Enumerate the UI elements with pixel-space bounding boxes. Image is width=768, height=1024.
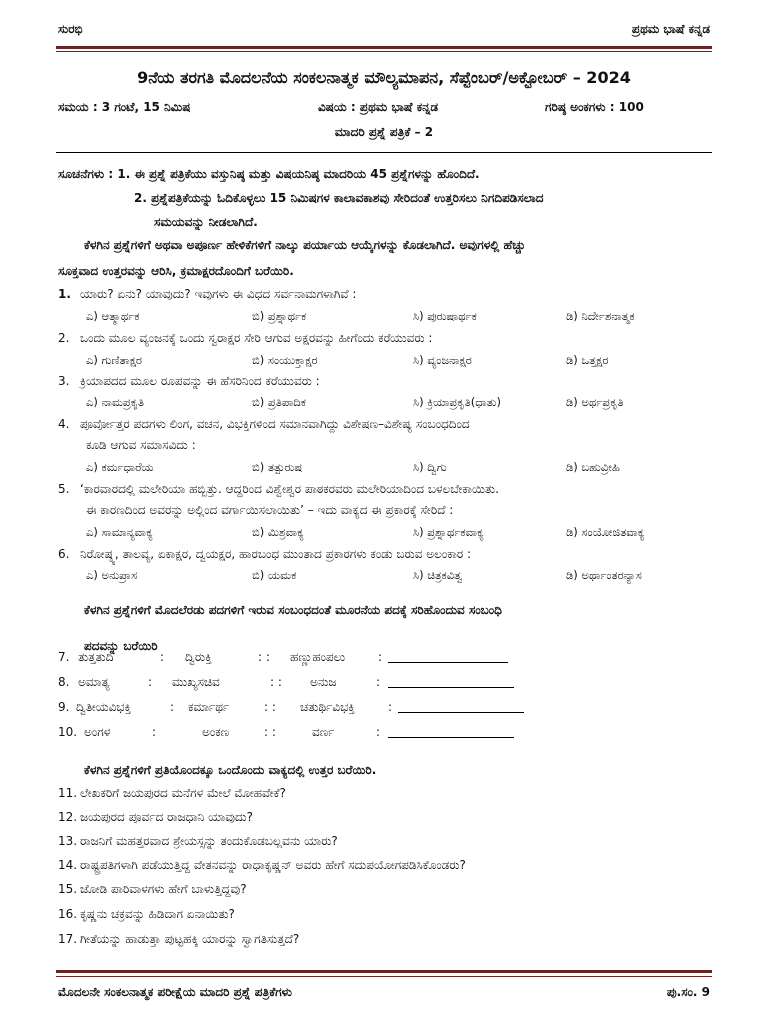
instructions (58, 162, 718, 234)
question-number: 9. (58, 700, 70, 714)
separator: : : (264, 725, 276, 739)
max-marks-info: ಗರಿಷ್ಠ ಅಂಕಗಳು : 100 (545, 100, 644, 114)
separator: : (148, 675, 153, 689)
short-question (58, 932, 718, 947)
option-d: ಡಿ) ನಿರ್ದೇಶನಾತ್ಮಕ (566, 309, 635, 323)
header-book-name: ಸುರಭಿ (58, 22, 83, 36)
question-number: 10. (58, 725, 78, 739)
separator: : (378, 650, 383, 664)
separator: : (160, 650, 165, 664)
mcq-question (58, 417, 718, 432)
question-text: ಗೀತೆಯನ್ನು ಹಾಡುತ್ತಾ ಪುಟ್ಟಹಕ್ಕಿ ಯಾರನ್ನು ಸ್ವಾಗತಿಸುತ್ತದೆ? (80, 932, 300, 946)
analogy-word-1: ತುತ್ತತುದಿ (78, 650, 114, 664)
option-c: ಸಿ) ಕ್ರಿಯಾಪ್ರಕೃತಿ(ಧಾತು) (413, 395, 501, 409)
analogy-word-1: ಅಂಗಳ (84, 725, 111, 739)
option-a: ಎ) ಅನುಪ್ರಾಸ (86, 568, 138, 582)
separator: : (376, 725, 381, 739)
mcq-question (58, 547, 718, 562)
header-rule (56, 46, 712, 49)
section-1-line-1: ಕೆಳಗಿನ ಪ್ರಶ್ನೆಗಳಿಗೆ ಅಥವಾ ಅಪೂರ್ಣ ಹೇಳಿಕೆಗಳಿಗೆ ನಾಲ್ಕು ಪರ್ಯಾಯ ಆಯ್ಕೆಗಳನ್ನು ಕೊಡಲಾಗಿದೆ. ಅವುಗಳಲ್ಲಿ ಹೆಚ್ಚು (84, 238, 526, 252)
question-text: ಯಾರು? ಏನು? ಯಾವುದು? ಇವುಗಳು ಈ ವಿಧದ ಸರ್ವನಾಮಗಳಾಗಿವೆ : (80, 287, 357, 301)
question-text: ‘ಕಾರವಾರದಲ್ಲಿ ಮಲೇರಿಯಾ ಹಬ್ಬಿತ್ತು. ಆದ್ದರಿಂದ ವಿಶ್ವೇಶ್ವರ ಪಾಠಕರವರು ಮಲೇರಿಯಾದಿಂದ ಬಳಲಬೇಕಾಯಿತು. (80, 482, 499, 496)
question-text-cont: ಈ ಕಾರಣದಿಂದ ಅವರನ್ನು ಅಲ್ಲಿಂದ ವರ್ಗಾಯಿಸಲಾಯಿತು’ – ಇದು ವಾಕ್ಯದ ಈ ಪ್ರಕಾರಕ್ಕೆ ಸೇರಿದೆ : (86, 503, 454, 517)
separator: : (388, 700, 393, 714)
analogy-word-3: ಚತುರ್ಥಿವಿಭಕ್ತಿ (300, 700, 355, 714)
question-number: 16. (58, 907, 78, 921)
section-1-heading (58, 232, 718, 284)
question-text: ನಿರೋಷ್ಠ್ಯ, ತಾಲವ್ಯ, ಏಕಾಕ್ಷರ, ದ್ವಯಕ್ಷರ, ಹಾರಬಂಧ ಮುಂತಾದ ಪ್ರಕಾರಗಳು ಕಂಡು ಬರುವ ಅಲಂಕಾರ : (80, 547, 472, 561)
question-number: 3. (58, 374, 70, 388)
question-text: ಕೃಷ್ಣನು ಚಕ್ರವನ್ನು ಹಿಡಿದಾಗ ಏನಾಯಿತು? (80, 907, 235, 921)
option-d: ಡಿ) ಬಹುವ್ರೀಹಿ (566, 460, 620, 474)
analogy-word-3: ವರ್ಣ (312, 725, 335, 739)
instruction-line-1: ಸೂಚನೆಗಳು : 1. ಈ ಪ್ರಶ್ನೆ ಪತ್ರಿಕೆಯು ವಸ್ತುನಿಷ್ಠ ಮತ್ತು ವಿಷಯನಿಷ್ಠ ಮಾದರಿಯ 45 ಪ್ರಶ್ನೆಗಳನ್ನು ಹೊಂದಿದೆ. (58, 167, 480, 181)
analogy-word-1: ದ್ವಿತೀಯವಿಭಕ್ತಿ (76, 700, 132, 714)
question-text: ಜೋಡಿ ಪಾರಿವಾಳಗಳು ಹೇಗೆ ಬಾಳುತ್ತಿದ್ದವು? (80, 882, 247, 896)
question-number: 1. (58, 287, 71, 301)
question-text: ರಾಷ್ಟ್ರಪತಿಗಳಾಗಿ ಪಡೆಯುತ್ತಿದ್ದ ವೇತನವನ್ನು ರಾಧಾಕೃಷ್ಣನ್ ಅವರು ಹೇಗೆ ಸದುಪಯೋಗಪಡಿಸಿಕೊಂಡರು? (80, 858, 466, 872)
option-c: ಸಿ) ವ್ಯಂಜನಾಕ್ಷರ (413, 353, 472, 367)
separator: : : (258, 650, 270, 664)
section-2-line-2: ಪದವನ್ನು ಬರೆಯಿರಿ (84, 639, 158, 653)
time-info: ಸಮಯ : 3 ಗಂಟೆ, 15 ನಿಮಿಷ (58, 100, 191, 114)
analogy-word-1: ಅಮಾತ್ಯ (78, 675, 110, 689)
footer-rule (56, 970, 712, 973)
question-text: ಒಂದು ಮೂಲ ವ್ಯಂಜನಕ್ಕೆ ಒಂದು ಸ್ವರಾಕ್ಷರ ಸೇರಿ ಆಗುವ ಅಕ್ಷರವನ್ನು ಹೀಗೆಂದು ಕರೆಯುವರು : (80, 331, 433, 345)
question-number: 15. (58, 882, 78, 896)
answer-blank[interactable] (388, 725, 514, 741)
answer-blank[interactable] (398, 700, 524, 716)
option-c: ಸಿ) ಪ್ರಶ್ನಾರ್ಥಕವಾಕ್ಯ (413, 525, 484, 539)
paper-subtitle: ಮಾದರಿ ಪ್ರಶ್ನೆ ಪತ್ರಿಕೆ – 2 (334, 125, 434, 139)
option-c: ಸಿ) ಚಿತ್ರಕವಿತ್ವ (413, 568, 463, 582)
title-divider (56, 152, 712, 153)
header-rule-thin (56, 51, 712, 52)
mcq-question (58, 482, 718, 497)
question-number: 5. (58, 482, 70, 496)
header-subject: ಪ್ರಥಮ ಭಾಷೆ ಕನ್ನಡ (631, 22, 710, 36)
section-2-line-1: ಕೆಳಗಿನ ಪ್ರಶ್ನೆಗಳಿಗೆ ಮೊದಲೆರಡು ಪದಗಳಿಗೆ ಇರುವ ಸಂಬಂಧದಂತೆ ಮೂರನೆಯ ಪದಕ್ಕೆ ಸರಿಹೊಂದುವ ಸಂಬಂಧಿ (84, 603, 502, 617)
short-question (58, 907, 718, 922)
separator: : : (270, 675, 282, 689)
option-a: ಎ) ನಾಮಪ್ರಕೃತಿ (86, 395, 145, 409)
short-question (58, 786, 718, 801)
answer-blank[interactable] (388, 650, 508, 666)
separator: : (170, 700, 175, 714)
option-d: ಡಿ) ಒತ್ತಕ್ಷರ (566, 353, 609, 367)
analogy-word-2: ದ್ವಿರುಕ್ತಿ (185, 650, 212, 664)
option-b: ಬಿ) ತತ್ಪುರುಷ (252, 460, 303, 474)
question-text: ಜಯಪುರದ ಪೂರ್ವದ ರಾಜಧಾನಿ ಯಾವುದು? (80, 810, 253, 824)
mcq-question (58, 331, 718, 346)
option-d: ಡಿ) ಅರ್ಥಾಂತರನ್ಯಾಸ (566, 568, 642, 582)
separator: : (376, 675, 381, 689)
option-c: ಸಿ) ದ್ವಿಗು (413, 460, 447, 474)
option-b: ಬಿ) ಮಿಶ್ರವಾಕ್ಯ (252, 525, 304, 539)
question-text-cont: ಕೂಡಿ ಆಗುವ ಸಮಾಸವಿದು : (86, 438, 196, 452)
question-number: 17. (58, 932, 78, 946)
analogy-word-2: ಮುಖ್ಯಸಚಿವ (172, 675, 220, 689)
analogy-word-2: ಅಂಕಣ (202, 725, 230, 739)
question-number: 11. (58, 786, 78, 800)
question-number: 13. (58, 834, 78, 848)
question-number: 2. (58, 331, 70, 345)
short-question (58, 882, 718, 897)
option-a: ಎ) ಆತ್ಮಾರ್ಥಕ (86, 309, 140, 323)
short-question (58, 858, 718, 873)
subject-info: ವಿಷಯ : ಪ್ರಥಮ ಭಾಷೆ ಕನ್ನಡ (318, 100, 439, 114)
option-b: ಬಿ) ಸಂಯುಕ್ತಾಕ್ಷರ (252, 353, 318, 367)
question-text: ಕ್ರಿಯಾಪದದ ಮೂಲ ರೂಪವನ್ನು ಈ ಹೆಸರಿನಿಂದ ಕರೆಯುವರು : (80, 374, 320, 388)
option-a: ಎ) ಸಾಮಾನ್ಯವಾಕ್ಯ (86, 525, 153, 539)
question-text: ಪೂರ್ವೋತ್ತರ ಪದಗಳು ಲಿಂಗ, ವಚನ, ವಿಭಕ್ತಿಗಳಿಂದ ಸಮಾನವಾಗಿದ್ದು ವಿಶೇಷಣ–ವಿಶೇಷ್ಯ ಸಂಬಂಧದಿಂದ (80, 417, 470, 431)
question-number: 4. (58, 417, 70, 431)
question-text: ಲೇಖಕರಿಗೆ ಜಯಪುರದ ಮನೆಗಳ ಮೇಲೆ ಮೋಹವೇಕೆ? (80, 786, 286, 800)
question-text: ರಾಜನಿಗೆ ಮಹತ್ತರವಾದ ಶ್ರೇಯಸ್ಸನ್ನು ತಂದುಕೊಡಬಲ್ಲವನು ಯಾರು? (80, 834, 338, 848)
question-number: 6. (58, 547, 70, 561)
question-number: 7. (58, 650, 70, 664)
analogy-word-3: ಹಣ್ಣುಹಂಪಲು (290, 650, 346, 664)
option-b: ಬಿ) ಪ್ರಶ್ನಾರ್ಥಕ (252, 309, 307, 323)
option-d: ಡಿ) ಸಂಯೋಜಿತವಾಕ್ಯ (566, 525, 645, 539)
separator: : (152, 725, 157, 739)
mcq-question (58, 374, 718, 389)
footer-title: ಮೊದಲನೇ ಸಂಕಲನಾತ್ಮಕ ಪರೀಕ್ಷೆಯ ಮಾದರಿ ಪ್ರಶ್ನೆ ಪತ್ರಿಕೆಗಳು (58, 985, 292, 999)
separator: : : (264, 700, 276, 714)
footer-rule-thin (56, 976, 712, 977)
analogy-word-3: ಅನುಜ (310, 675, 337, 689)
question-number: 8. (58, 675, 70, 689)
page-number: ಪು.ಸಂ. 9 (666, 985, 710, 999)
option-a: ಎ) ಕರ್ಮಧಾರೆಯ (86, 460, 154, 474)
analogy-word-2: ಕರ್ಮಾರ್ಥ (188, 700, 230, 714)
option-c: ಸಿ) ಪುರುಷಾರ್ಥಕ (413, 309, 477, 323)
section-3-heading (58, 757, 718, 783)
option-b: ಬಿ) ಪ್ರತಿಪಾದಿಕ (252, 395, 306, 409)
question-number: 12. (58, 810, 78, 824)
instruction-line-3: ಸಮಯವನ್ನು ನೀಡಲಾಗಿದೆ. (154, 215, 258, 229)
mcq-question (58, 287, 718, 302)
section-3-line: ಕೆಳಗಿನ ಪ್ರಶ್ನೆಗಳಿಗೆ ಪ್ರತಿಯೊಂದಕ್ಕೂ ಒಂದೊಂದು ವಾಕ್ಯದಲ್ಲಿ ಉತ್ತರ ಬರೆಯಿರಿ. (84, 763, 377, 777)
option-a: ಎ) ಗುಣಿತಾಕ್ಷರ (86, 353, 143, 367)
option-d: ಡಿ) ಅರ್ಥಪ್ರಕೃತಿ (566, 395, 624, 409)
paper-title: 9ನೆಯ ತರಗತಿ ಮೊದಲನೆಯ ಸಂಕಲನಾತ್ಮಕ ಮೌಲ್ಯಮಾಪನ, ಸೆಪ್ಟೆಂಬರ್/ಅಕ್ಟೋಬರ್ – 2024 (137, 68, 631, 87)
option-b: ಬಿ) ಯಮಕ (252, 568, 297, 582)
instruction-line-2: 2. ಪ್ರಶ್ನೆಪತ್ರಿಕೆಯನ್ನು ಓದಿಕೊಳ್ಳಲು 15 ನಿಮಿಷಗಳ ಕಾಲಾವಕಾಶವು ಸೇರಿದಂತೆ ಉತ್ತರಿಸಲು ನಿಗದಿಪಡಿಸಲಾದ (134, 191, 544, 205)
answer-blank[interactable] (388, 675, 514, 691)
section-1-line-2: ಸೂಕ್ತವಾದ ಉತ್ತರವನ್ನು ಆರಿಸಿ, ಕ್ರಮಾಕ್ಷರದೊಂದಿಗೆ ಬರೆಯಿರಿ. (58, 264, 294, 278)
question-number: 14. (58, 858, 78, 872)
short-question (58, 810, 718, 825)
short-question (58, 834, 718, 849)
